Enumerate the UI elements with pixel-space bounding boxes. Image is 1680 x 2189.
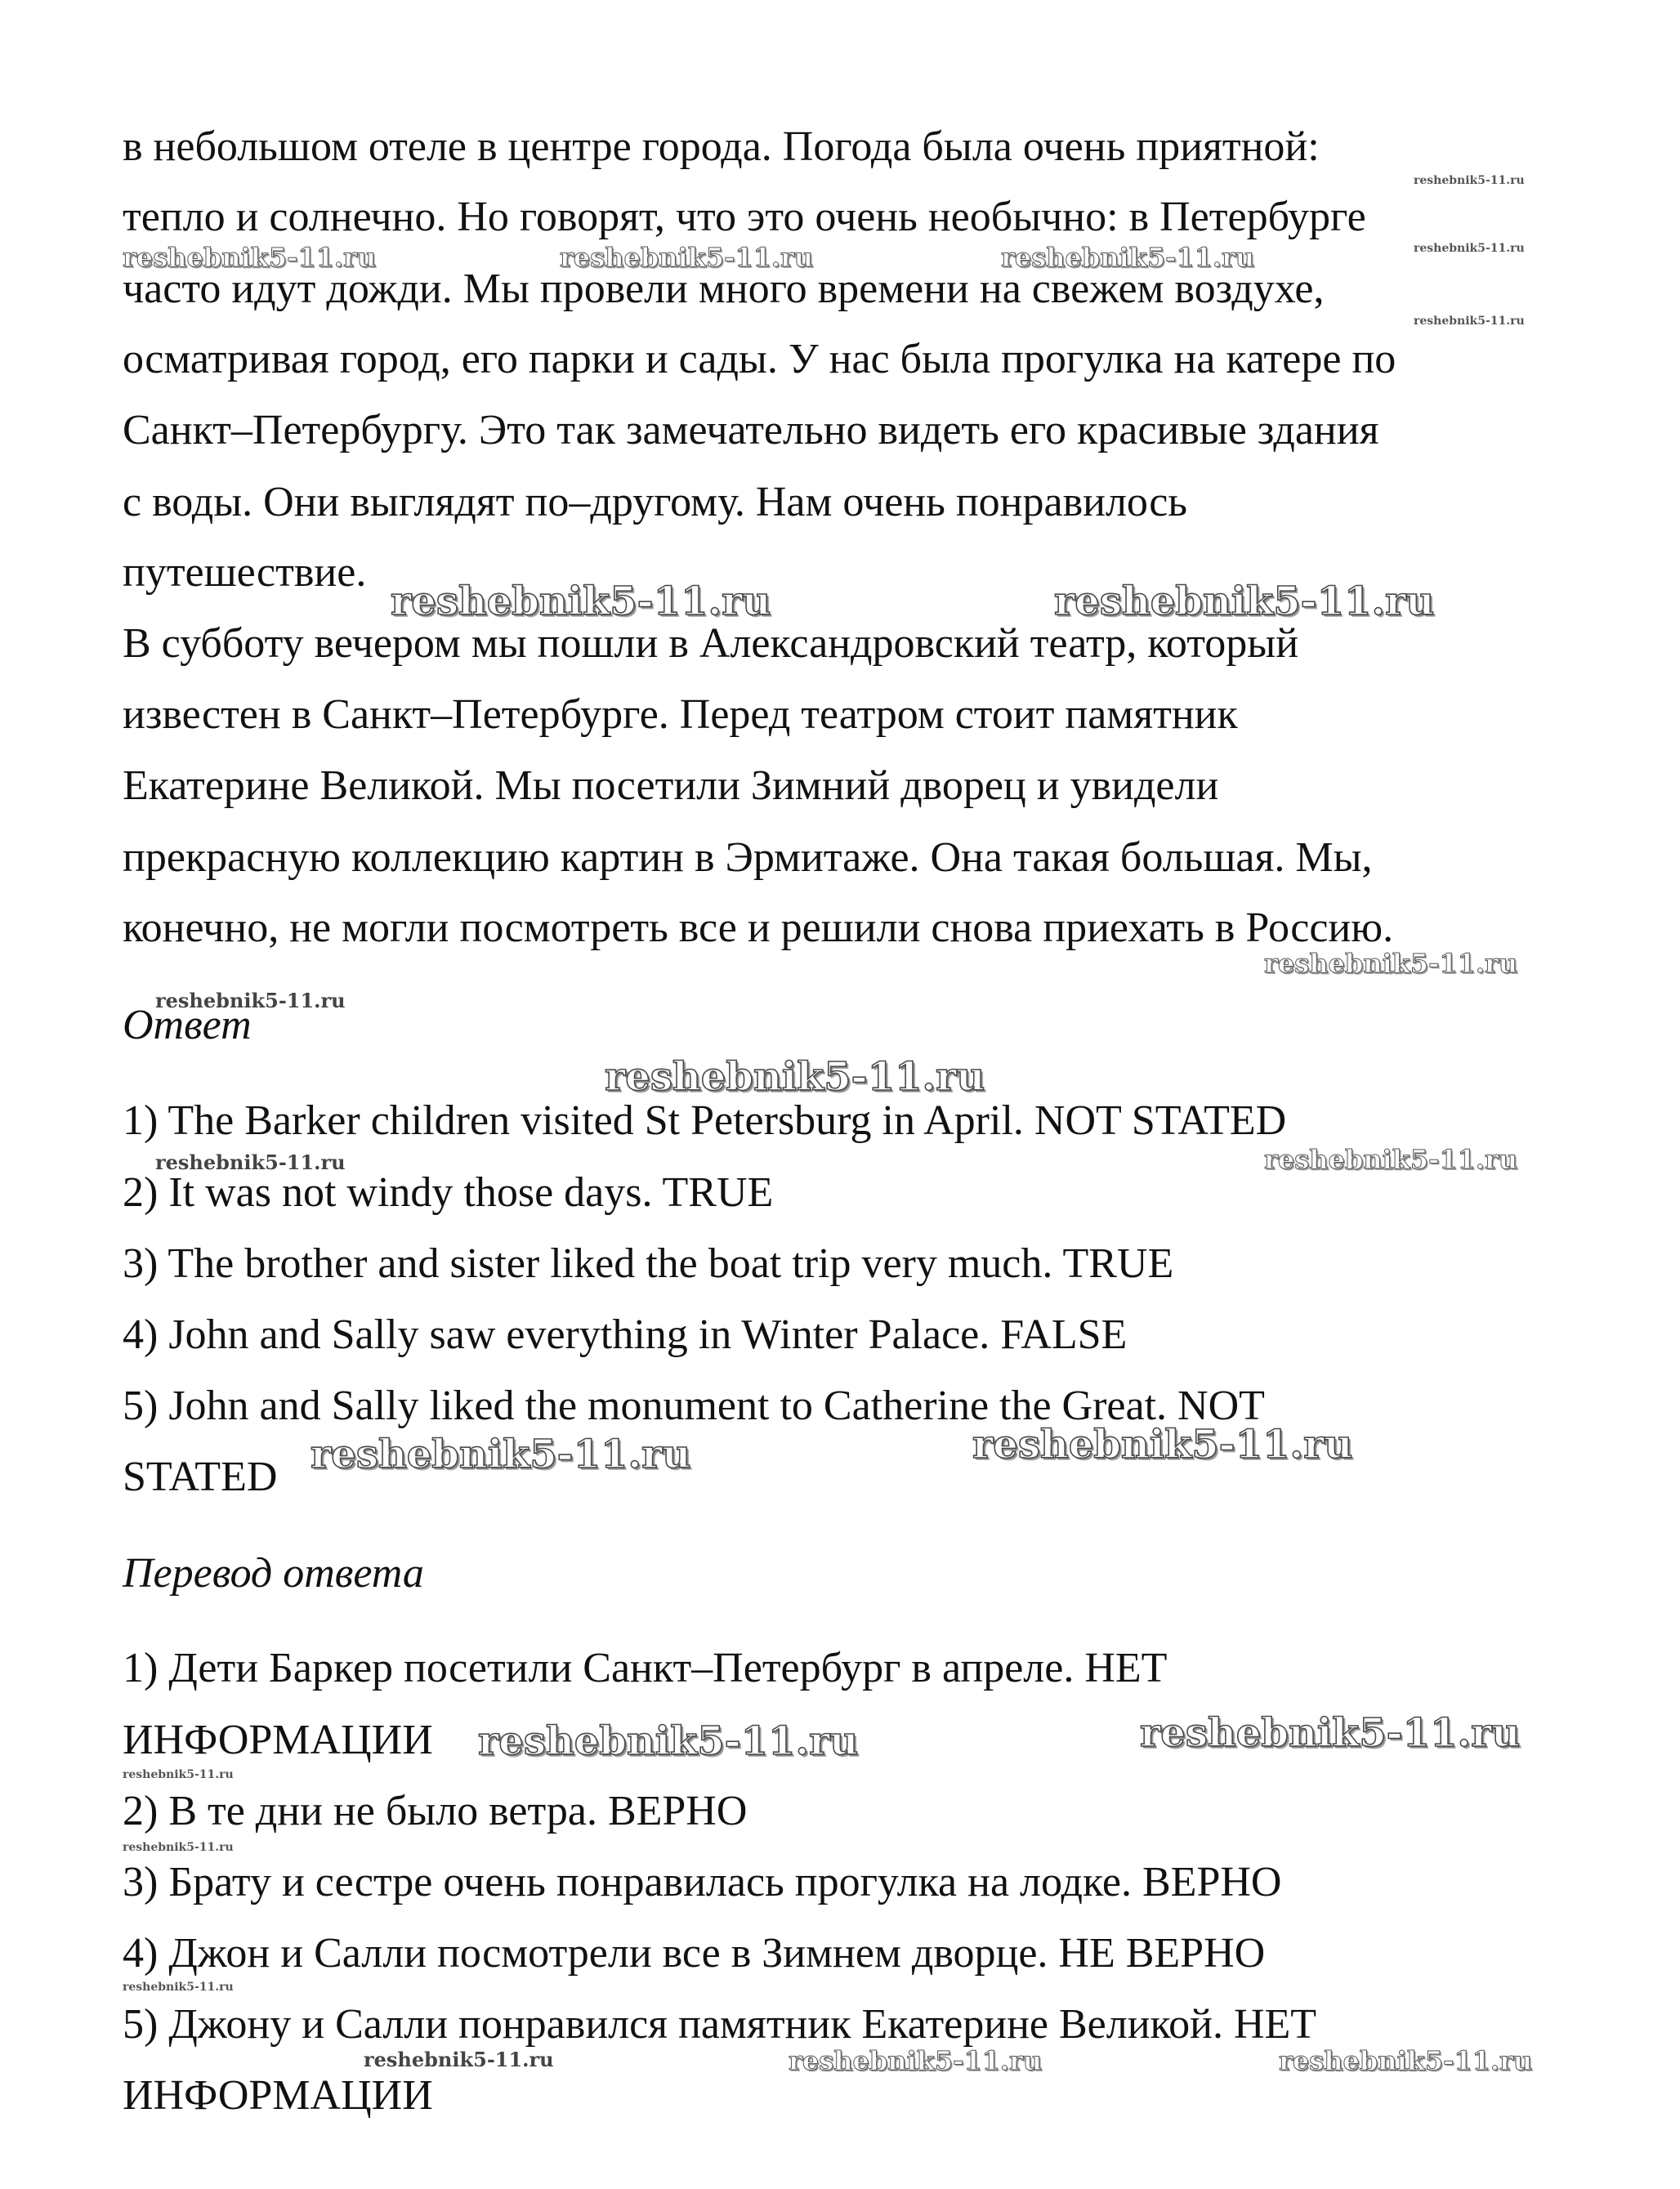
story-line-4: осматривая город, его парки и сады. У нас была прогулка на катере по — [123, 336, 1396, 382]
translation-line-3: 2) В те дни не было ветра. ВЕРНО — [123, 1788, 748, 1834]
watermark: reshebnik5-11.ru — [123, 1841, 234, 1854]
translation-line-5: 4) Джон и Салли посмотрели все в Зимнем дворце. НЕ ВЕРНО — [123, 1930, 1266, 1977]
answer-line-5: 5) John and Sally liked the monument to Catherine the Great. NOT — [123, 1383, 1265, 1429]
watermark: reshebnik5-11.ru — [391, 579, 771, 624]
story-line-2: тепло и солнечно. Но говорят, что это очень необычно: в Петербурге — [123, 194, 1366, 240]
watermark: reshebnik5-11.ru — [478, 1718, 859, 1764]
watermark: reshebnik5-11.ru — [605, 1054, 985, 1100]
watermark: reshebnik5-11.ru — [123, 1768, 234, 1781]
translation-line-7: ИНФОРМАЦИИ — [123, 2072, 433, 2119]
watermark: reshebnik5-11.ru — [123, 1981, 234, 1994]
story-line-1: в небольшом отеле в центре города. Погода была очень приятной: — [123, 123, 1320, 170]
watermark: reshebnik5-11.ru — [1140, 1710, 1521, 1756]
story-line-8: В субботу вечером мы пошли в Александровский театр, который — [123, 620, 1299, 667]
watermark: reshebnik5-11.ru — [1414, 315, 1525, 328]
watermark: reshebnik5-11.ru — [1001, 242, 1255, 273]
watermark: reshebnik5-11.ru — [155, 989, 346, 1012]
translation-heading: Перевод ответа — [123, 1550, 424, 1597]
watermark: reshebnik5-11.ru — [1264, 1144, 1518, 1175]
watermark: reshebnik5-11.ru — [1264, 948, 1518, 979]
translation-line-6: 5) Джону и Салли понравился памятник Екатерине Великой. НЕТ — [123, 2001, 1317, 2048]
story-line-9: известен в Санкт–Петербурге. Перед театром стоит памятник — [123, 691, 1238, 738]
watermark: reshebnik5-11.ru — [364, 2048, 554, 2071]
story-line-12: конечно, не могли посмотреть все и решили снова приехать в Россию. — [123, 905, 1394, 951]
answer-line-3: 3) The brother and sister liked the boat trip very much. TRUE — [123, 1240, 1174, 1287]
story-line-6: с воды. Они выглядят по–другому. Нам очень понравилось — [123, 479, 1187, 525]
watermark: reshebnik5-11.ru — [1054, 579, 1435, 624]
watermark: reshebnik5-11.ru — [1414, 174, 1525, 187]
story-line-7: путешествие. — [123, 549, 367, 596]
answer-line-4: 4) John and Sally saw everything in Winter Palace. FALSE — [123, 1311, 1128, 1358]
watermark: reshebnik5-11.ru — [123, 242, 377, 273]
story-line-11: прекрасную коллекцию картин в Эрмитаже. Она такая большая. Мы, — [123, 834, 1373, 881]
answer-line-6: STATED — [123, 1454, 278, 1500]
translation-line-2: ИНФОРМАЦИИ — [123, 1717, 433, 1763]
watermark: reshebnik5-11.ru — [789, 2045, 1043, 2076]
answer-line-1: 1) The Barker children visited St Petersburg in April. NOT STATED — [123, 1097, 1287, 1144]
answer-heading: Ответ — [123, 1002, 252, 1048]
watermark: reshebnik5-11.ru — [560, 242, 814, 273]
watermark: reshebnik5-11.ru — [311, 1432, 691, 1477]
answer-line-2: 2) It was not windy those days. TRUE — [123, 1169, 774, 1216]
watermark: reshebnik5-11.ru — [1414, 242, 1525, 255]
story-line-10: Екатерине Великой. Мы посетили Зимний дворец и увидели — [123, 762, 1219, 809]
story-line-3: часто идут дожди. Мы провели много времени на свежем воздухе, — [123, 266, 1325, 312]
story-line-5: Санкт–Петербургу. Это так замечательно видеть его красивые здания — [123, 407, 1379, 453]
watermark: reshebnik5-11.ru — [155, 1150, 346, 1174]
translation-line-4: 3) Брату и сестре очень понравилась прогулка на лодке. ВЕРНО — [123, 1859, 1282, 1905]
watermark: reshebnik5-11.ru — [972, 1422, 1353, 1468]
watermark: reshebnik5-11.ru — [1279, 2045, 1533, 2076]
translation-line-1: 1) Дети Баркер посетили Санкт–Петербург в апреле. НЕТ — [123, 1645, 1168, 1691]
